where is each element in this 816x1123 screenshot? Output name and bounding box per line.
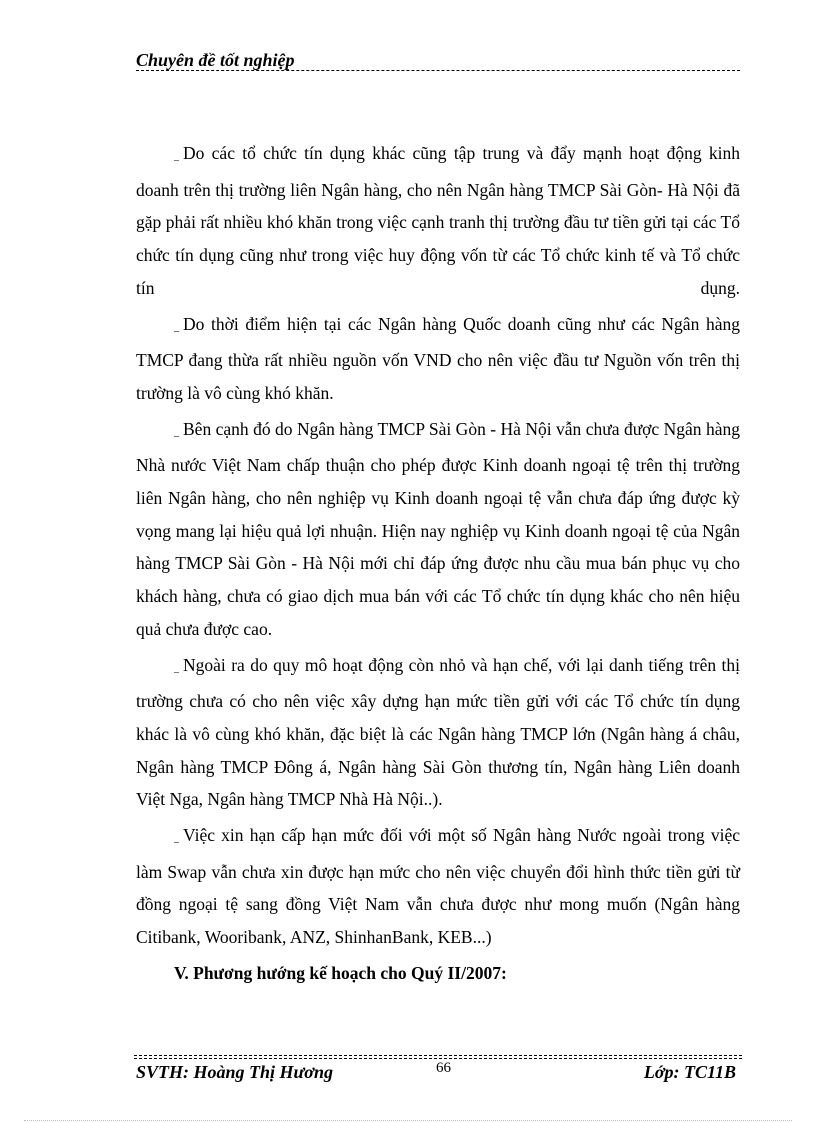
paragraph-1: [136, 137, 740, 305]
paragraph-5: [136, 819, 740, 954]
paragraph-dash: _: [174, 426, 179, 438]
paragraph-text: Do các tổ chức tín dụng khác cũng tập trung và đẩy mạnh hoạt động kinh doanh trên thị trường liên Ngân hàng, cho nên Ngân hàng TMCP Sài Gòn- Hà Nội đã gặp phải rất nhiều khó khăn trong việc cạnh tranh thị trường đầu tư tiền gửi tại các Tổ chức tín dụng cũng như trong việc huy động vốn từ các Tổ chức kinh tế và Tổ chức tín dụng.: [136, 143, 740, 298]
page-footer: [136, 1062, 736, 1088]
document-body: [136, 137, 740, 990]
paragraph-text: Việc xin hạn cấp hạn mức đối với một số Ngân hàng Nước ngoài trong việc làm Swap vẫn chưa xin được hạn mức cho nên việc chuyển đổi hình thức tiền gửi từ đồng ngoại tệ sang đồng Việt Nam vẫn chưa được như mong muốn (Ngân hàng Citibank, Wooribank, ANZ, ShinhanBank, KEB...): [136, 825, 740, 948]
header-dashed-rule: [136, 70, 740, 71]
paragraph-dash: _: [174, 662, 179, 674]
paragraph-text: Ngoài ra do quy mô hoạt động còn nhỏ và hạn chế, với lại danh tiếng trên thị trường chưa có cho nên việc xây dựng hạn mức tiền gửi với các Tổ chức tín dụng khác là vô cùng khó khăn, đặc biệt là các Ngân hàng TMCP lớn (Ngân hàng á châu, Ngân hàng TMCP Đông á, Ngân hàng Sài Gòn thương tín, Ngân hàng Liên doanh Việt Nga, Ngân hàng TMCP Nhà Hà Nội..).: [136, 654, 740, 810]
paragraph-text: Do thời điểm hiện tại các Ngân hàng Quốc doanh cũng như các Ngân hàng TMCP đang thừa rất nhiều nguồn vốn VND cho nên việc đầu tư Nguồn vốn trên thị trường là vô cùng khó khăn.: [136, 313, 740, 403]
paragraph-dash: _: [174, 833, 179, 845]
section-heading-text: V. Phương hướng kế hoạch cho Quý II/2007:: [174, 962, 507, 983]
footer-page-number: 66: [436, 1060, 451, 1076]
footer-student-name: SVTH: Hoàng Thị Hương: [136, 1062, 333, 1082]
paragraph-dash: _: [174, 151, 179, 162]
footer-class: Lớp: TC11B: [643, 1062, 736, 1082]
header-title: Chuyên đề tốt nghiệp: [136, 50, 299, 70]
paragraph-text: Bên cạnh đó do Ngân hàng TMCP Sài Gòn - Hà Nội vẫn chưa được Ngân hàng Nhà nước Việt Nam chấp thuận cho phép được Kinh doanh ngoại tệ trên thị trường liên Ngân hàng, cho nên nghiệp vụ Kinh doanh ngoại tệ vẫn chưa đáp ứng được kỳ vọng mang lại hiệu quả lợi nhuận. Hiện nay nghiệp vụ Kinh doanh ngoại tệ của Ngân hàng TMCP Sài Gòn - Hà Nội mới chỉ đáp ứng được nhu cầu mua bán phục vụ cho khách hàng, chưa có giao dịch mua bán với các Tổ chức tín dụng khác cho nên hiệu quả chưa được cao.: [136, 418, 740, 639]
paragraph-3: [136, 413, 740, 646]
page-edge: [24, 1120, 792, 1121]
paragraph-2: [136, 308, 740, 410]
section-heading: [136, 957, 740, 990]
page-header: [136, 49, 740, 73]
paragraph-4: [136, 649, 740, 817]
footer-dashed-rule-secondary: [134, 1058, 742, 1059]
footer-dashed-rule: [134, 1055, 742, 1056]
paragraph-dash: _: [174, 321, 179, 333]
